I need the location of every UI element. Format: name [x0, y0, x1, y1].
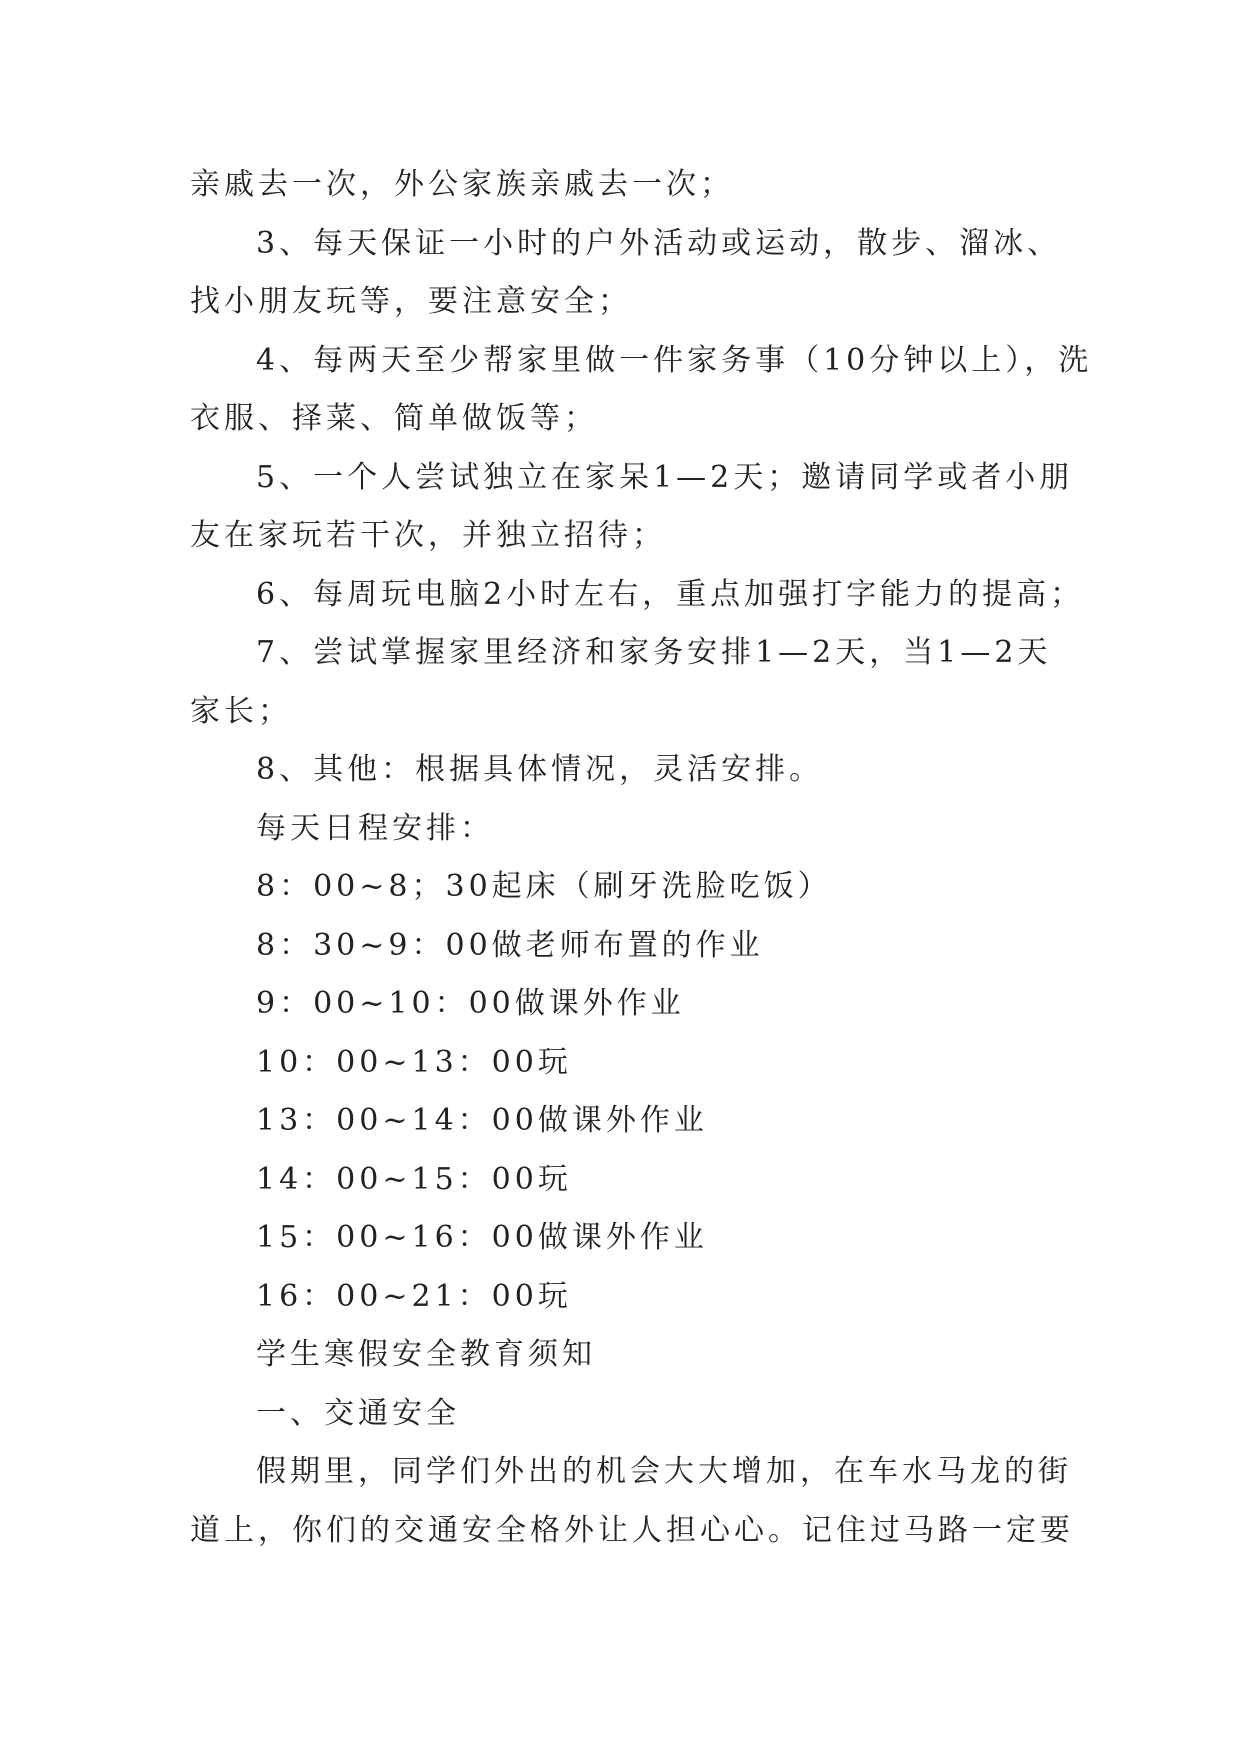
paragraph-line: 5、一个人尝试独立在家呆1—2天；邀请同学或者小朋 — [256, 459, 1074, 495]
paragraph-line: 4、每两天至少帮家里做一件家务事（10分钟以上），洗 — [256, 342, 1093, 378]
paragraph-line: 假期里，同学们外出的机会大大增加，在车水马龙的街 — [256, 1454, 1072, 1489]
paragraph-line: 16：00~21：00玩 — [256, 1278, 572, 1314]
paragraph-line: 9：00~10：00做课外作业 — [256, 986, 685, 1021]
document-body — [190, 156, 1093, 1560]
paragraph-line: 道上，你们的交通安全格外让人担心心。记住过马路一定要 — [190, 1512, 1074, 1548]
paragraph-line: 找小朋友玩等，要注意安全； — [190, 284, 632, 319]
paragraph-line: 友在家玩若干次，并独立招待； — [190, 518, 666, 553]
paragraph-line: 8、其他：根据具体情况，灵活安排。 — [256, 752, 824, 787]
paragraph-line: 家长； — [190, 693, 292, 729]
paragraph-line: 3、每天保证一小时的户外活动或运动，散步、溜冰、 — [256, 225, 1062, 261]
paragraph-line: 15：00~16：00做课外作业 — [256, 1220, 708, 1255]
paragraph-line: 8：00~8；30起床（刷牙洗脸吃饭） — [256, 869, 832, 904]
paragraph-line: 10：00~13：00玩 — [256, 1044, 572, 1080]
paragraph-line: 13：00~14：00做课外作业 — [256, 1103, 708, 1138]
paragraph-line: 7、尝试掌握家里经济和家务安排1—2天，当1—2天 — [256, 635, 1052, 670]
paragraph-line: 学生寒假安全教育须知 — [256, 1337, 596, 1372]
paragraph-line: 6、每周玩电脑2小时左右，重点加强打字能力的提高； — [256, 576, 1085, 612]
paragraph-line: 衣服、择菜、简单做饭等； — [190, 401, 598, 436]
paragraph-line: 亲戚去一次，外公家族亲戚去一次； — [190, 167, 734, 202]
paragraph-line: 一、交通安全 — [256, 1395, 460, 1431]
paragraph-line: 8：30~9：00做老师布置的作业 — [256, 927, 764, 963]
paragraph-line: 14：00~15：00玩 — [256, 1161, 572, 1197]
paragraph-line: 每天日程安排： — [256, 810, 494, 846]
